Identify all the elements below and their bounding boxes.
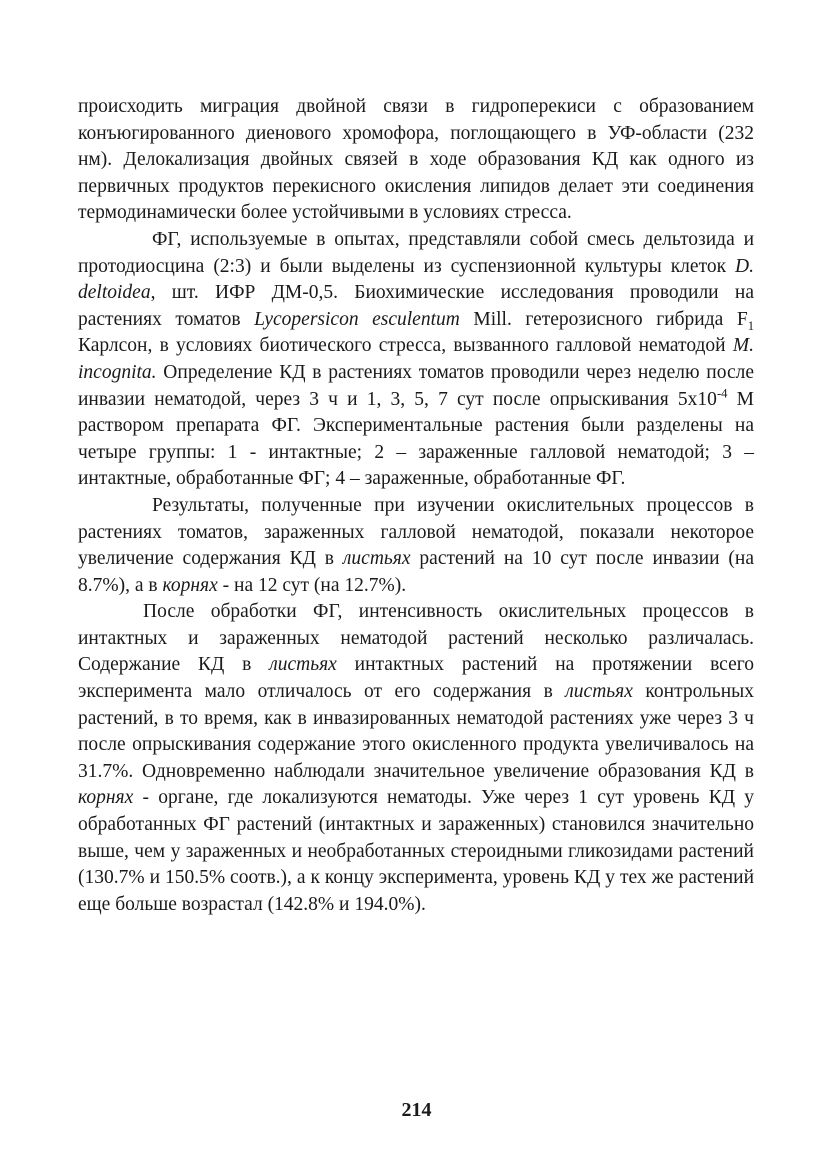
paragraph-3 bbox=[78, 493, 754, 599]
italic-term: M. incognita. bbox=[78, 335, 754, 383]
paragraph-2 bbox=[78, 227, 754, 493]
text-run: Определение КД в растениях томатов проводили через неделю после инвазии нематодой, через 3 ч и 1, 3, 5, 7 сут после опрыскивания 5x10 bbox=[78, 361, 754, 410]
page-number: 214 bbox=[401, 1099, 432, 1121]
text-run: -4 bbox=[716, 386, 728, 401]
text-run: М раствором препарата ФГ. Экспериментальные растения были разделены на четыре группы: 1 - интактные; 2 – зараженные галловой нематодой; 3 – интактные, обработанные ФГ; 4 – зараженные, обработанные ФГ. bbox=[78, 388, 754, 490]
italic-term: листьях bbox=[269, 654, 337, 676]
italic-term: корнях bbox=[78, 787, 134, 809]
text-run: интактных растений на протяжении всего эксперимента мало отличалось от его содержания в bbox=[78, 654, 754, 703]
text-run: Результаты, полученные при изучении окислительных процессов в растениях томатов, зараженных галловой нематодой, показали некоторое увеличение содержания КД в bbox=[78, 494, 754, 570]
body-text bbox=[78, 94, 754, 918]
text-run: , шт. ИФР ДМ-0,5. Биохимические исследования проводили на растениях томатов bbox=[78, 282, 754, 330]
italic-term: листьях bbox=[565, 681, 633, 703]
paragraph-1 bbox=[78, 94, 754, 227]
text-run: Mill. гетерозисного гибрида F bbox=[459, 308, 748, 330]
text-run: 1 bbox=[747, 318, 755, 333]
text-run: ФГ, используемые в опытах, представляли собой смесь дельтозида и протодиосцина (2:3) и были выделены из суспензионной культуры клеток bbox=[78, 228, 754, 277]
paragraph-4 bbox=[78, 599, 754, 918]
text-run: После обработки ФГ, интенсивность окислительных процессов в интактных и зараженных нематодой растений несколько различалась. Содержание КД в bbox=[78, 601, 754, 676]
italic-term: Lycopersicon esculentum bbox=[254, 308, 460, 330]
text-run: - органе, где локализуются нематоды. Уже через 1 сут уровень КД у обработанных ФГ растений (интактных и зараженных) становился значительно выше, чем у зараженных и необработанных стероидными гликозидами растений (130.7% и 150.5% соотв.), а к концу эксперимента, уровень КД у тех же растений еще больше возрастал (142.8% и 194.0%). bbox=[78, 787, 754, 915]
text-run: растений на 10 сут после инвазии (на 8.7%), а в bbox=[78, 548, 754, 596]
text-run: контрольных растений, в то время, как в инвазированных нематодой растениях уже через 3 ч после опрыскивания содержание этого окисленного продукта увеличивалось на 31.7%. Одновременно наблюдали значительное увеличение образования КД в bbox=[78, 681, 754, 782]
text-run: Карлсон, в условиях биотического стресса, вызванного галловой нематодой bbox=[78, 335, 733, 357]
italic-term: корнях bbox=[162, 574, 218, 596]
text-run: - на 12 сут (на 12.7%). bbox=[217, 574, 407, 596]
italic-term: D. deltoidea bbox=[78, 255, 754, 304]
italic-term: листьях bbox=[342, 548, 411, 570]
text-run: происходить миграция двойной связи в гидроперекиси с образованием конъюгированного диенового хромофора, поглощающего в УФ-области (232 нм). Делокализация двойных связей в ходе образования КД как одного из первичных продуктов перекисного окисления липидов делает эти соединения термодинамически более устойчивыми в условиях стресса. bbox=[78, 96, 754, 224]
